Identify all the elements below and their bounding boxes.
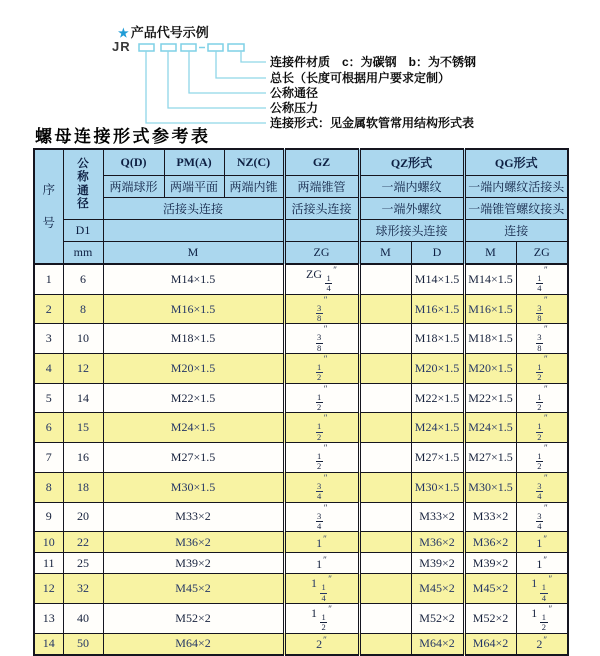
- th-qz-conn: 球形接头连接: [359, 220, 464, 242]
- cell-dn: 18: [63, 472, 103, 502]
- connector-line-1: [241, 51, 266, 62]
- th-gz-conn: 活接头连接: [284, 198, 359, 220]
- th-dn: 公 称 通 径: [63, 149, 103, 220]
- cell-qg-m: M20×1.5: [464, 354, 516, 384]
- cell-qg-zg: $\frac{1}{2}$ ″: [516, 413, 568, 443]
- cell-qg-m: M16×1.5: [464, 294, 516, 324]
- cell-qg-zg: $\frac{1}{2}$ ″: [516, 383, 568, 413]
- cell-qz-d: M64×2: [411, 633, 464, 655]
- table-row: [34, 264, 568, 294]
- cell-qg-m: M36×2: [464, 532, 516, 553]
- cell-dn: 12: [63, 354, 103, 384]
- label-connector-material: 连接件材质 c：为碳钢 b：为不锈钢: [270, 55, 477, 69]
- cell-qg-zg: $\frac{1}{4}$ ″: [516, 264, 568, 294]
- th-col-pm: PM(A): [164, 149, 224, 176]
- th-desc-qd: 两端球形: [103, 176, 164, 198]
- table-row: [34, 443, 568, 473]
- cell-m: M45×2: [103, 574, 284, 604]
- cell-qg-m: M52×2: [464, 603, 516, 633]
- th-col-qz: QZ形式: [359, 149, 464, 176]
- th-seq: 序 号: [34, 149, 63, 264]
- cell-qz-m: [359, 574, 411, 604]
- cell-qg-m: M27×1.5: [464, 443, 516, 473]
- label-total-length: 总长（长度可根据用户要求定制）: [270, 71, 451, 85]
- cell-qg-zg: $\frac{1}{2}$ ″: [516, 354, 568, 384]
- cell-qz-d: M36×2: [411, 532, 464, 553]
- cell-m: M16×1.5: [103, 294, 284, 324]
- connector-line-4: [168, 51, 266, 108]
- cell-qg-m: M64×2: [464, 633, 516, 655]
- nut-connection-table: [33, 148, 569, 656]
- cell-dn: 20: [63, 502, 103, 532]
- cell-qz-m: [359, 532, 411, 553]
- cell-zg: ZG $\frac{1}{4}$ ″: [284, 264, 359, 294]
- cell-qg-zg: $\frac{3}{8}$ ″: [516, 294, 568, 324]
- cell-qz-d: M30×1.5: [411, 472, 464, 502]
- table-row: [34, 324, 568, 354]
- cell-m: M30×1.5: [103, 472, 284, 502]
- cell-seq: 10: [34, 532, 63, 553]
- cell-zg: $\frac{1}{2}$ ″: [284, 413, 359, 443]
- th-qg-desc2: 一端锥管螺纹接头: [464, 198, 568, 220]
- cell-dn: 25: [63, 553, 103, 574]
- cell-seq: 11: [34, 553, 63, 574]
- label-nominal-pressure: 公称压力: [270, 101, 319, 115]
- cell-qg-m: M39×2: [464, 553, 516, 574]
- cell-qg-zg: 1 $\frac{1}{4}$ ″: [516, 574, 568, 604]
- cell-dn: 32: [63, 574, 103, 604]
- cell-qg-m: M24×1.5: [464, 413, 516, 443]
- th-desc-pm: 两端平面: [164, 176, 224, 198]
- cell-zg: 1″: [284, 553, 359, 574]
- cell-qg-m: M33×2: [464, 502, 516, 532]
- table-body: [34, 264, 568, 655]
- cell-qz-m: [359, 553, 411, 574]
- cell-zg: 1 $\frac{1}{4}$ ″: [284, 574, 359, 604]
- table-row: [34, 553, 568, 574]
- cell-zg: 1″: [284, 532, 359, 553]
- cell-m: M22×1.5: [103, 383, 284, 413]
- th-qz-desc2: 一端外螺纹: [359, 198, 464, 220]
- cell-zg: $\frac{3}{8}$ ″: [284, 294, 359, 324]
- cell-qz-d: M18×1.5: [411, 324, 464, 354]
- cell-qz-m: [359, 383, 411, 413]
- star-icon: ★: [118, 26, 129, 40]
- cell-seq: 4: [34, 354, 63, 384]
- cell-qz-d: M22×1.5: [411, 383, 464, 413]
- cell-qg-zg: 2″: [516, 633, 568, 655]
- cell-dn: 8: [63, 294, 103, 324]
- th-col-qd: Q(D): [103, 149, 164, 176]
- cell-m: M18×1.5: [103, 324, 284, 354]
- cell-qg-zg: 1″: [516, 553, 568, 574]
- code-box-2: [161, 44, 176, 51]
- cell-seq: 1: [34, 264, 63, 294]
- cell-m: M36×2: [103, 532, 284, 553]
- cell-qg-zg: $\frac{1}{2}$ ″: [516, 443, 568, 473]
- th-qz-d: D: [411, 242, 464, 265]
- table-row: [34, 294, 568, 324]
- cell-seq: 9: [34, 502, 63, 532]
- cell-qz-m: [359, 472, 411, 502]
- th-desc-gz: 两端锥管: [284, 176, 359, 198]
- cell-qz-d: M33×2: [411, 502, 464, 532]
- th-qg-m: M: [464, 242, 516, 265]
- table-row: [34, 413, 568, 443]
- cell-m: M39×2: [103, 553, 284, 574]
- th-m: M: [103, 242, 284, 265]
- cell-qg-m: M30×1.5: [464, 472, 516, 502]
- th-qz-desc1: 一端内螺纹: [359, 176, 464, 198]
- cell-qg-zg: $\frac{3}{4}$ ″: [516, 472, 568, 502]
- cell-dn: 10: [63, 324, 103, 354]
- cell-dn: 15: [63, 413, 103, 443]
- cell-dn: 16: [63, 443, 103, 473]
- code-box-3: [181, 44, 196, 51]
- table-row: [34, 472, 568, 502]
- code-box-1: [139, 44, 154, 51]
- cell-qz-m: [359, 354, 411, 384]
- cell-zg: $\frac{3}{8}$ ″: [284, 324, 359, 354]
- th-qg-conn: 连接: [464, 220, 568, 242]
- cell-m: M14×1.5: [103, 264, 284, 294]
- code-box-5: [228, 44, 244, 51]
- th-mm: mm: [63, 242, 103, 265]
- cell-seq: 14: [34, 633, 63, 655]
- cell-qg-zg: 1″: [516, 532, 568, 553]
- code-box-4: [208, 44, 223, 51]
- cell-seq: 12: [34, 574, 63, 604]
- th-zg: ZG: [284, 242, 359, 265]
- cell-dn: 22: [63, 532, 103, 553]
- cell-qz-m: [359, 413, 411, 443]
- table-title: 螺母连接形式参考表: [35, 127, 211, 147]
- th-qz-m: M: [359, 242, 411, 265]
- cell-m: M52×2: [103, 603, 284, 633]
- cell-qz-m: [359, 603, 411, 633]
- cell-qz-d: M24×1.5: [411, 413, 464, 443]
- cell-zg: $\frac{1}{2}$ ″: [284, 383, 359, 413]
- th-blank-main: [103, 220, 284, 242]
- cell-m: M24×1.5: [103, 413, 284, 443]
- th-col-nz: NZ(C): [224, 149, 284, 176]
- label-nominal-diameter: 公称通径: [270, 86, 319, 100]
- cell-qz-m: [359, 502, 411, 532]
- cell-seq: 8: [34, 472, 63, 502]
- cell-qz-d: M45×2: [411, 574, 464, 604]
- cell-qz-m: [359, 324, 411, 354]
- table-header: [34, 149, 568, 264]
- th-d1: D1: [63, 220, 103, 242]
- cell-zg: $\frac{3}{4}$ ″: [284, 472, 359, 502]
- cell-dn: 40: [63, 603, 103, 633]
- cell-zg: $\frac{3}{4}$ ″: [284, 502, 359, 532]
- th-union-conn: 活接头连接: [103, 198, 284, 220]
- cell-m: M27×1.5: [103, 443, 284, 473]
- cell-seq: 6: [34, 413, 63, 443]
- cell-qz-d: M14×1.5: [411, 264, 464, 294]
- reference-table-wrap: [33, 148, 569, 656]
- cell-qz-m: [359, 443, 411, 473]
- cell-dn: 14: [63, 383, 103, 413]
- cell-qg-m: M22×1.5: [464, 383, 516, 413]
- cell-dn: 6: [63, 264, 103, 294]
- code-prefix: JR: [112, 39, 131, 54]
- table-row: [34, 532, 568, 553]
- cell-seq: 5: [34, 383, 63, 413]
- cell-qg-zg: $\frac{3}{8}$ ″: [516, 324, 568, 354]
- table-row: [34, 603, 568, 633]
- label-connection-form: 连接形式：见金属软管常用结构形式表: [270, 116, 475, 130]
- cell-m: M33×2: [103, 502, 284, 532]
- cell-m: M64×2: [103, 633, 284, 655]
- cell-seq: 2: [34, 294, 63, 324]
- cell-seq: 13: [34, 603, 63, 633]
- cell-seq: 7: [34, 443, 63, 473]
- cell-qz-d: M16×1.5: [411, 294, 464, 324]
- th-col-qg: QG形式: [464, 149, 568, 176]
- cell-zg: $\frac{1}{2}$ ″: [284, 443, 359, 473]
- cell-qz-d: M39×2: [411, 553, 464, 574]
- table-row: [34, 383, 568, 413]
- th-qg-zg: ZG: [516, 242, 568, 265]
- th-desc-nz: 两端内锥: [224, 176, 284, 198]
- cell-zg: $\frac{1}{2}$ ″: [284, 354, 359, 384]
- cell-zg: 1 $\frac{1}{2}$ ″: [284, 603, 359, 633]
- cell-qz-d: M27×1.5: [411, 443, 464, 473]
- cell-m: M20×1.5: [103, 354, 284, 384]
- cell-qg-zg: $\frac{3}{4}$ ″: [516, 502, 568, 532]
- cell-qg-m: M18×1.5: [464, 324, 516, 354]
- cell-qg-m: M45×2: [464, 574, 516, 604]
- cell-qg-zg: 1 $\frac{1}{2}$ ″: [516, 603, 568, 633]
- cell-seq: 3: [34, 324, 63, 354]
- cell-qz-d: M20×1.5: [411, 354, 464, 384]
- th-blank-gz: [284, 220, 359, 242]
- cell-zg: 2″: [284, 633, 359, 655]
- table-row: [34, 502, 568, 532]
- table-row: [34, 354, 568, 384]
- cell-dn: 50: [63, 633, 103, 655]
- cell-qz-m: [359, 633, 411, 655]
- product-code-heading-text: 产品代号示例: [130, 25, 209, 40]
- cell-qz-d: M52×2: [411, 603, 464, 633]
- connector-line-3: [189, 51, 266, 93]
- th-qg-desc1: 一端内螺纹活接头: [464, 176, 568, 198]
- th-col-gz: GZ: [284, 149, 359, 176]
- cell-qz-m: [359, 294, 411, 324]
- cell-qg-m: M14×1.5: [464, 264, 516, 294]
- table-row: [34, 633, 568, 655]
- table-row: [34, 574, 568, 604]
- cell-qz-m: [359, 264, 411, 294]
